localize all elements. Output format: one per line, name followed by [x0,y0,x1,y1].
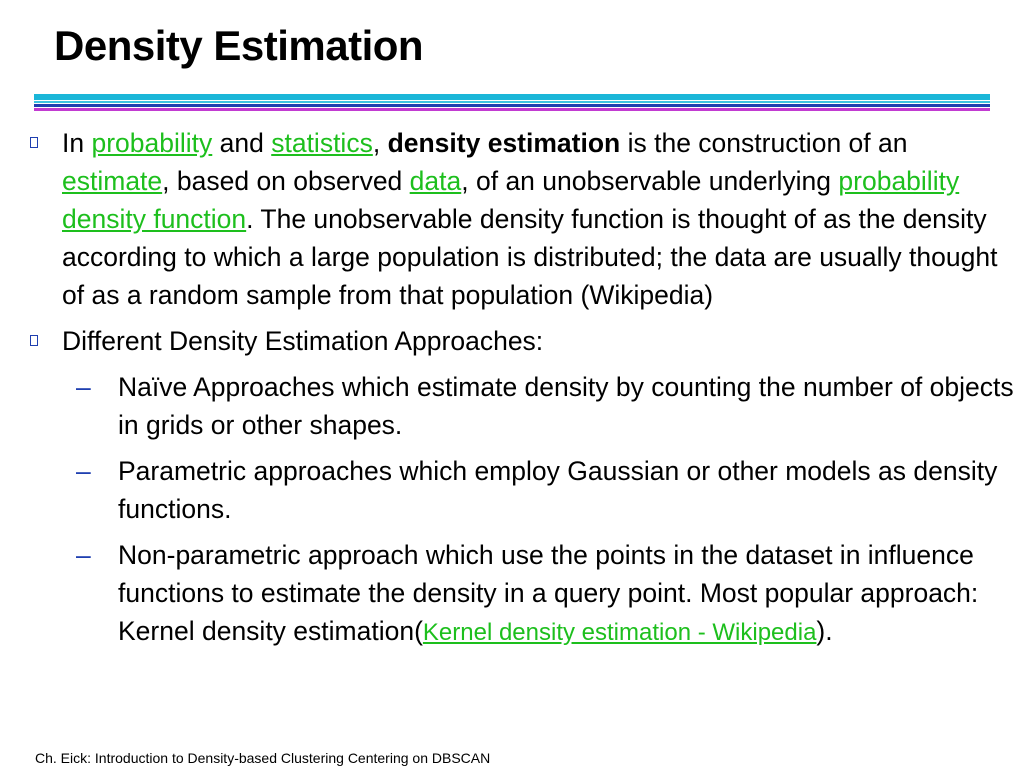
link-statistics[interactable]: statistics [271,128,373,158]
square-bullet-icon [30,335,38,346]
text: , [372,128,388,158]
dash-bullet-icon: – [76,372,91,402]
text: Naïve Approaches which estimate density by counting the number of objects in grids or other shapes. [118,372,1014,440]
link-probability[interactable]: probability [91,128,213,158]
title-rule-cyan-thin [34,101,990,103]
link-data[interactable]: data [409,166,462,196]
text: In [62,128,92,158]
slide-title: Density Estimation [54,22,424,69]
title-rule-cyan [34,94,990,100]
square-bullet-icon [30,137,38,148]
slide-content [30,124,1020,660]
link-estimate[interactable]: estimate [62,166,163,196]
sub-bullet-nonparametric [30,536,1020,652]
text: Non-parametric approach which use the points in the dataset in influence functions to estimate the density in a query point. Most popular approach: Kernel density estimation( [118,540,979,646]
text: Different Density Estimation Approaches: [62,326,544,356]
text: ). [816,616,833,646]
bullet-approaches [30,322,1020,360]
text: , of an unobservable underlying [461,166,839,196]
sub-bullet-parametric [30,452,1020,528]
bullet-definition [30,124,1020,314]
title-rule-blue [34,104,990,107]
text: and [212,128,272,158]
link-kernel-density-estimation[interactable]: Kernel density estimation - Wikipedia [422,619,817,646]
dash-bullet-icon: – [76,540,91,570]
text: , based on observed [162,166,410,196]
link-probability-density-function[interactable]: probability density function [62,166,960,234]
slide-footer: Ch. Eick: Introduction to Density-based Clustering Centering on DBSCAN [35,750,491,766]
sub-bullet-naive [30,368,1020,444]
dash-bullet-icon: – [76,456,91,486]
text: . The unobservable density function is thought of as the density according to which a large population is distributed; the data are usually thought of as a random sample from that population (Wikipedia) [62,204,998,310]
title-rule-magenta [34,108,990,111]
text: Parametric approaches which employ Gaussian or other models as density functions. [118,456,998,524]
bold-term: density estimation [387,128,621,158]
text: is the construction of an [620,128,908,158]
